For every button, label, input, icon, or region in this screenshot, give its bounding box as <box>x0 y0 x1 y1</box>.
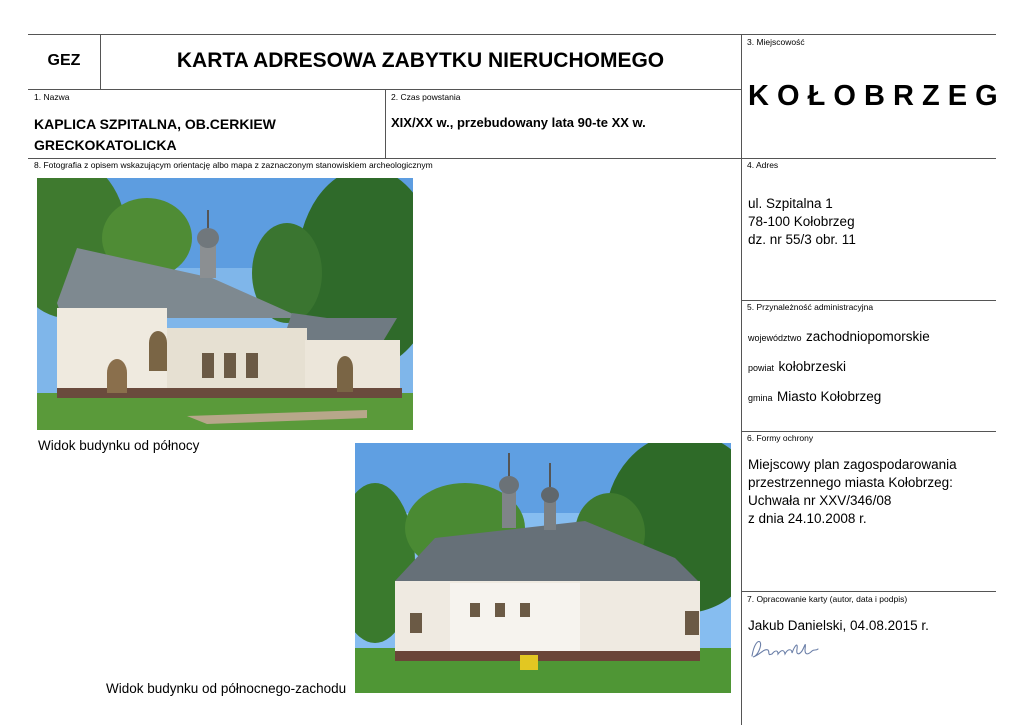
county-value: kołobrzeski <box>778 359 846 374</box>
name-label: 1. Nazwa <box>34 92 70 102</box>
commune-value: Miasto Kołobrzeg <box>776 389 882 404</box>
name-value-line1: KAPLICA SZPITALNA, OB.CERKIEW <box>34 116 276 132</box>
admin-bottom-line <box>741 431 996 432</box>
address-bottom-line <box>741 300 996 301</box>
protection-line2: przestrzennego miasta Kołobrzeg: <box>748 475 953 490</box>
place-value: K O Ł O B R Z E G <box>748 80 998 112</box>
date-value: XIX/XX w., przebudowany lata 90-te XX w. <box>391 115 646 130</box>
row-name-bottom-line <box>28 158 996 159</box>
protection-line1: Miejscowy plan zagospodarowania <box>748 457 957 472</box>
address-line3: dz. nr 55/3 obr. 11 <box>748 232 856 247</box>
church-photo-northwest <box>355 443 731 693</box>
author-value: Jakub Danielski, 04.08.2015 r. <box>748 618 929 633</box>
county-label: powiat <box>748 363 775 373</box>
church-photo-north <box>37 178 413 430</box>
author-signature <box>748 636 823 662</box>
protection-label: 6. Formy ochrony <box>747 433 814 443</box>
address-label: 4. Adres <box>747 160 779 170</box>
date-label: 2. Czas powstania <box>391 92 461 102</box>
protection-line3: Uchwała nr XXV/346/08 <box>748 493 892 508</box>
voivodeship-row <box>748 328 930 346</box>
commune-label: gmina <box>748 393 773 403</box>
top-border <box>28 34 996 35</box>
voivodeship-label: województwo <box>748 333 802 343</box>
photo-caption-north: Widok budynku od północy <box>38 438 200 453</box>
name-value-line2: GRECKOKATOLICKA <box>34 137 177 153</box>
photo-caption-northwest: Widok budynku od północnego-zachodu <box>106 681 347 696</box>
place-label: 3. Miejscowość <box>747 37 805 47</box>
address-line2: 78-100 Kołobrzeg <box>748 214 855 229</box>
protection-line4: z dnia 24.10.2008 r. <box>748 511 867 526</box>
voivodeship-value: zachodniopomorskie <box>805 329 930 344</box>
commune-row <box>748 388 881 406</box>
photos-label: 8. Fotografia z opisem wskazującym orientację albo mapa z zaznaczonym stanowiskiem archeologicznym <box>34 160 433 170</box>
protection-bottom-line <box>741 591 996 592</box>
address-line1: ul. Szpitalna 1 <box>748 196 833 211</box>
author-label: 7. Opracowanie karty (autor, data i podpis) <box>747 594 908 604</box>
right-column-divider <box>741 34 742 725</box>
name-date-divider <box>385 89 386 158</box>
card-title: KARTA ADRESOWA ZABYTKU NIERUCHOMEGO <box>176 49 665 72</box>
register-code: GEZ <box>47 52 81 69</box>
admin-label: 5. Przynależność administracyjna <box>747 302 874 312</box>
county-row <box>748 358 846 376</box>
